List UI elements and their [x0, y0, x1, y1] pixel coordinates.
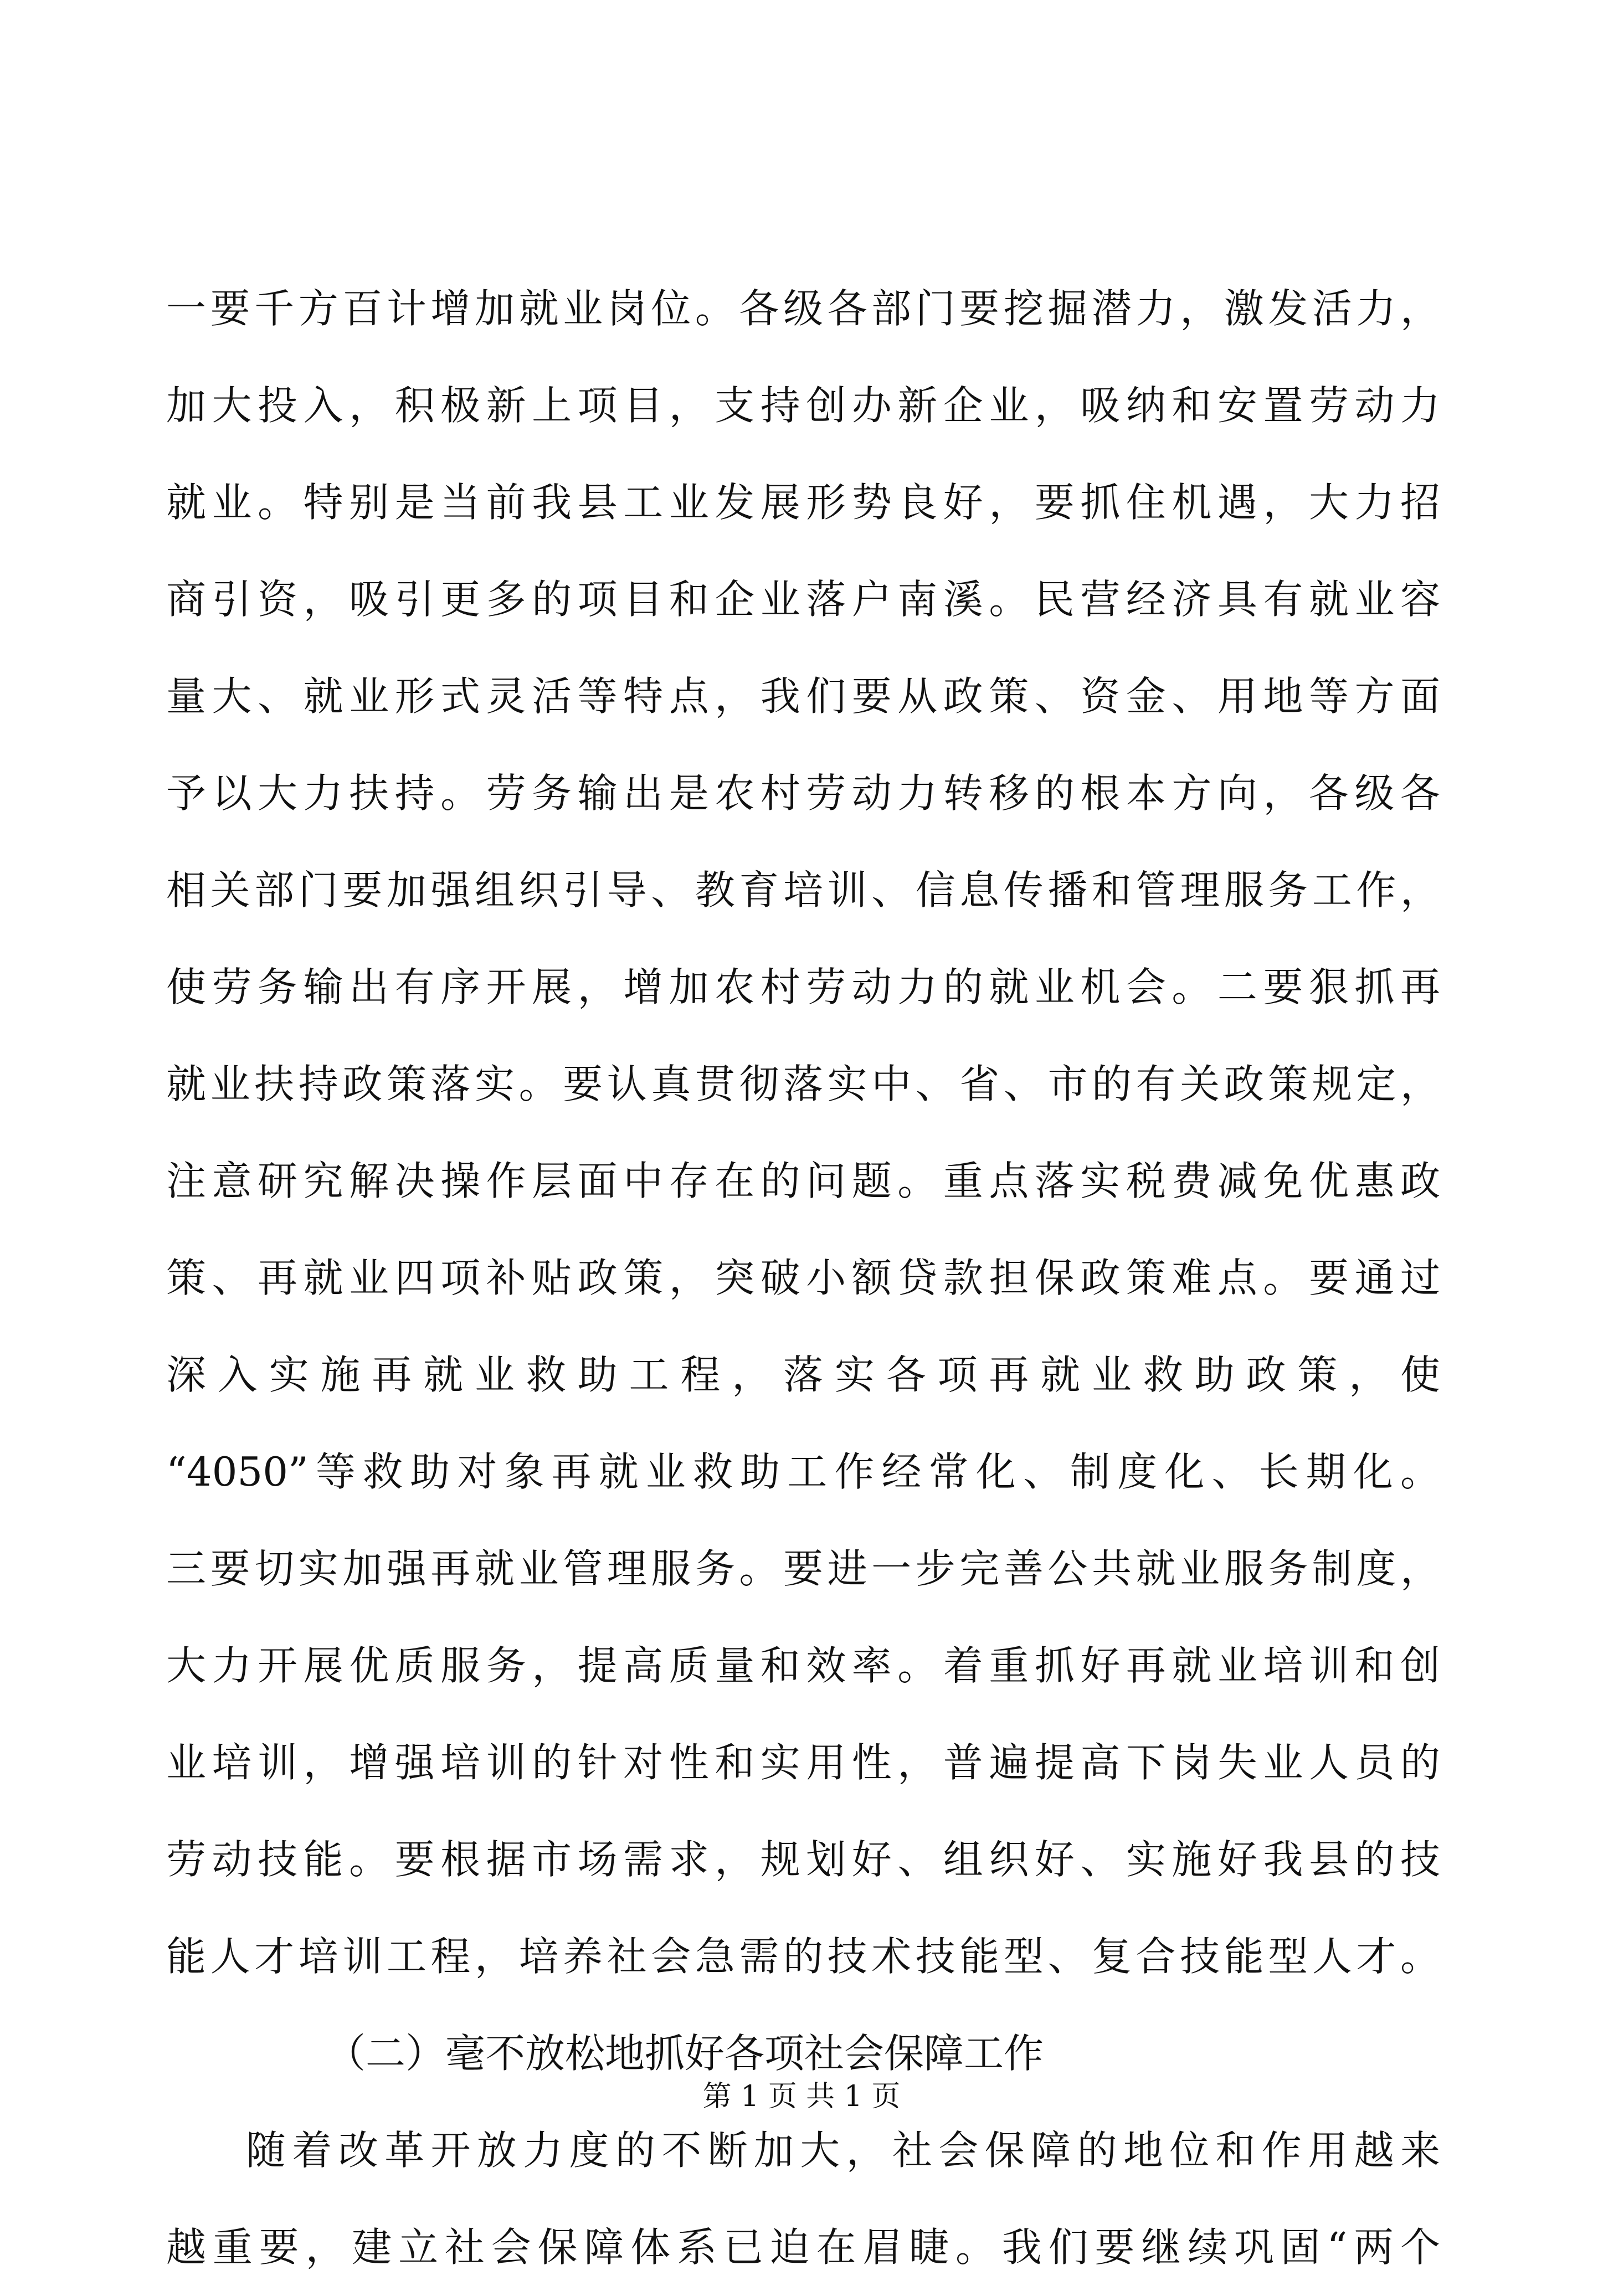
text-line-8: 使劳务输出有序开展，增加农村劳动力的就业机会。二要狠抓再: [166, 964, 1440, 1010]
page-footer: 第 1 页 共 1 页: [702, 2080, 901, 2113]
text-line-9: 就业扶持政策落实。要认真贯彻落实中、省、市的有关政策规定，: [166, 1061, 1440, 1107]
section-heading: （二）毫不放松地抓好各项社会保障工作: [326, 2030, 1044, 2077]
text-line-15: 大力开展优质服务，提高质量和效率。着重抓好再就业培训和创: [166, 1642, 1440, 1689]
text-line-14: 三要切实加强再就业管理服务。要进一步完善公共就业服务制度，: [166, 1545, 1440, 1592]
text-line-12: 深入实施再就业救助工程，落实各项再就业救助政策，使: [166, 1352, 1440, 1398]
text-line-3: 就业。特别是当前我县工业发展形势良好，要抓住机遇，大力招: [166, 479, 1440, 526]
text-line-13: “4050”等救助对象再就业救助工作经常化、制度化、长期化。: [166, 1449, 1440, 1495]
text-line-17: 劳动技能。要根据市场需求，规划好、组织好、实施好我县的技: [166, 1836, 1440, 1883]
text-line-6: 予以大力扶持。劳务输出是农村劳动力转移的根本方向，各级各: [166, 770, 1440, 816]
paragraph2-line-1: 随着改革开放力度的不断加大，社会保障的地位和作用越来: [246, 2127, 1440, 2174]
body-text: [166, 260, 1440, 2296]
text-line-2: 加大投入，积极新上项目，支持创办新企业，吸纳和安置劳动力: [166, 382, 1440, 429]
paragraph2-line-2: 越重要，建立社会保障体系已迫在眉睫。我们要继续巩固“两个: [166, 2224, 1440, 2271]
text-line-7: 相关部门要加强组织引导、教育培训、信息传播和管理服务工作，: [166, 867, 1440, 913]
text-line-11: 策、再就业四项补贴政策，突破小额贷款担保政策难点。要通过: [166, 1255, 1440, 1301]
text-line-5: 量大、就业形式灵活等特点，我们要从政策、资金、用地等方面: [166, 673, 1440, 720]
text-line-4: 商引资，吸引更多的项目和企业落户南溪。民营经济具有就业容: [166, 576, 1440, 623]
text-line-16: 业培训，增强培训的针对性和实用性，普遍提高下岗失业人员的: [166, 1739, 1440, 1786]
text-line-10: 注意研究解决操作层面中存在的问题。重点落实税费减免优惠政: [166, 1158, 1440, 1204]
text-line-1: 一要千方百计增加就业岗位。各级各部门要挖掘潜力，激发活力，: [166, 285, 1440, 332]
text-line-18: 能人才培训工程，培养社会急需的技术技能型、复合技能型人才。: [166, 1933, 1440, 1980]
